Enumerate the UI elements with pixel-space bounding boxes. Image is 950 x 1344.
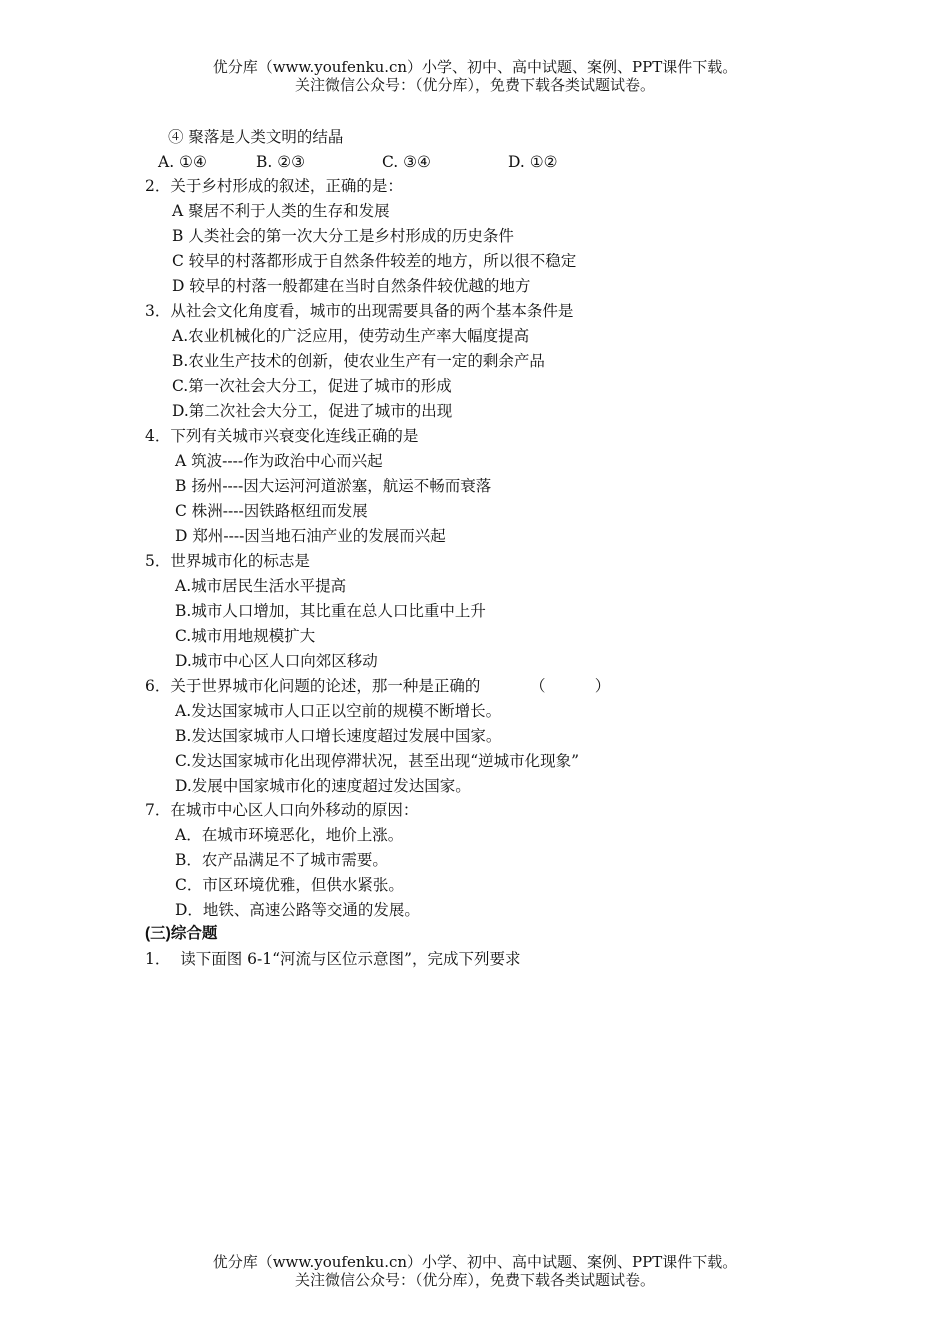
q7-option-c: C．市区环境优雅，但供水紧张。 (175, 876, 404, 894)
q1-options (158, 152, 618, 172)
q5-option-c: C.城市用地规模扩大 (175, 627, 316, 645)
q1-option-d: D. ①② (508, 153, 558, 171)
q5-option-d: D.城市中心区人口向郊区移动 (175, 652, 378, 670)
q6-stem: 6．关于世界城市化问题的论述，那一种是正确的 (145, 677, 481, 695)
q1-item-4: ④ 聚落是人类文明的结晶 (168, 128, 344, 146)
q1-option-b: B. ②③ (256, 153, 306, 171)
q5-option-b: B.城市人口增加，其比重在总人口比重中上升 (175, 602, 486, 620)
q4-option-d: D 郑州----因当地石油产业的发展而兴起 (175, 527, 446, 545)
q3-option-b: B.农业生产技术的创新，使农业生产有一定的剩余产品 (172, 352, 545, 370)
q7-option-b: B．农产品满足不了城市需要。 (175, 851, 388, 869)
q4-option-b: B 扬州----因大运河河道淤塞，航运不畅而衰落 (175, 477, 492, 495)
q6-option-c: C.发达国家城市化出现停滞状况，甚至出现“逆城市化现象” (175, 752, 580, 770)
page-header-line-1: 优分库（www.youfenku.cn）小学、初中、高中试题、案例、PPT课件下载。 (212, 58, 738, 76)
q6-option-d: D.发展中国家城市化的速度超过发达国家。 (175, 777, 471, 795)
q4-option-a: A 筑波----作为政治中心而兴起 (175, 452, 383, 470)
q6-answer-blank: （ ） (530, 677, 611, 695)
section-3-title: (三)综合题 (145, 925, 218, 942)
q6-option-a: A.发达国家城市人口正以空前的规模不断增长。 (175, 702, 502, 720)
q1-option-c: C. ③④ (382, 153, 431, 171)
q2-option-d: D 较早的村落一般都建在当时自然条件较优越的地方 (172, 277, 531, 295)
q2-stem: 2．关于乡村形成的叙述，正确的是： (145, 177, 403, 195)
page-header-line-2: 关注微信公众号：（优分库），免费下载各类试题试卷。 (294, 76, 655, 94)
q6-option-b: B.发达国家城市人口增长速度超过发展中国家。 (175, 727, 502, 745)
page-footer-line-1: 优分库（www.youfenku.cn）小学、初中、高中试题、案例、PPT课件下载。 (212, 1253, 738, 1271)
q4-stem: 4．下列有关城市兴衰变化连线正确的是 (145, 427, 419, 445)
q7-stem: 7．在城市中心区人口向外移动的原因： (145, 801, 419, 819)
q3-stem: 3．从社会文化角度看，城市的出现需要具备的两个基本条件是 (145, 302, 574, 320)
q7-option-a: A．在城市环境恶化，地价上涨。 (175, 826, 404, 844)
q4-option-c: C 株洲----因铁路枢纽而发展 (175, 502, 368, 520)
q2-option-c: C 较早的村落都形成于自然条件较差的地方，所以很不稳定 (172, 252, 577, 270)
q7-option-d: D．地铁、高速公路等交通的发展。 (175, 901, 420, 919)
q3-option-d: D.第二次社会大分工，促进了城市的出现 (172, 402, 453, 420)
q2-option-b: B 人类社会的第一次大分工是乡村形成的历史条件 (172, 227, 514, 245)
q5-option-a: A.城市居民生活水平提高 (175, 577, 347, 595)
page-footer-line-2: 关注微信公众号：（优分库），免费下载各类试题试卷。 (294, 1271, 655, 1289)
q1-option-a: A. ①④ (158, 153, 207, 171)
section-3-question-1: 1． 读下面图 6-1“河流与区位示意图”，完成下列要求 (145, 950, 521, 968)
q2-option-a: A 聚居不利于人类的生存和发展 (172, 202, 390, 220)
q3-option-a: A.农业机械化的广泛应用，使劳动生产率大幅度提高 (172, 327, 530, 345)
q3-option-c: C.第一次社会大分工，促进了城市的形成 (172, 377, 452, 395)
q5-stem: 5．世界城市化的标志是 (145, 552, 310, 570)
